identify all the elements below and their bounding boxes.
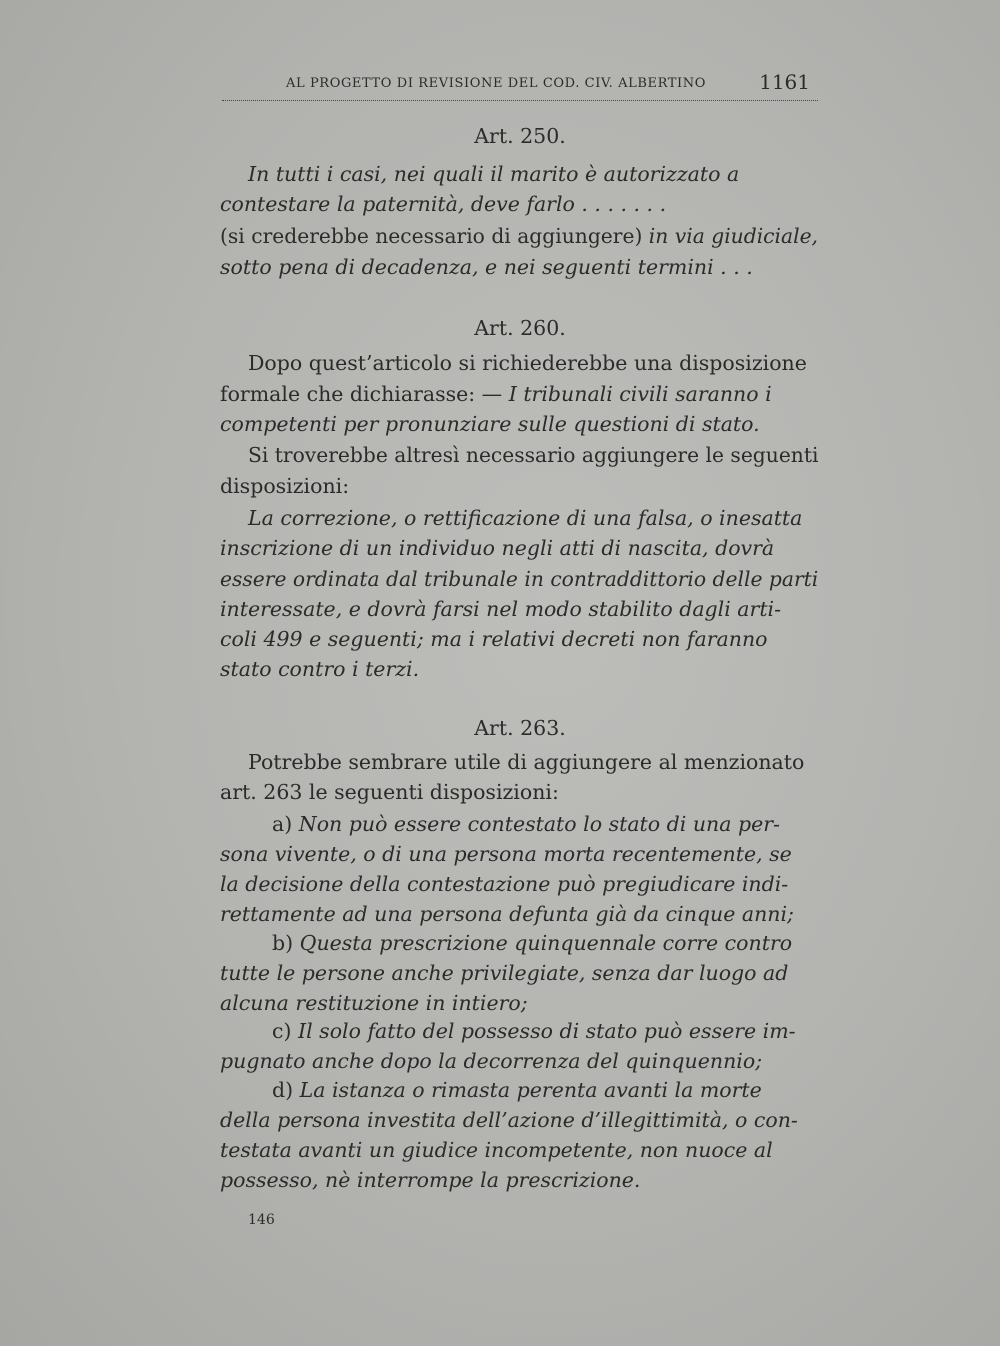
article-heading: Art. 250. <box>474 124 566 148</box>
list-marker: b) <box>272 931 300 955</box>
text-line <box>220 380 772 408</box>
text-line <box>272 1017 796 1045</box>
text-run-italic: Il solo fatto del possesso di stato può essere im- <box>298 1019 796 1043</box>
text-line: stato contro i terzi. <box>220 657 420 681</box>
text-line: tutte le persone anche privilegiate, senza dar luogo ad <box>220 961 789 985</box>
text-line: sona vivente, o di una persona morta recentemente, se <box>220 842 792 866</box>
text-line: Potrebbe sembrare utile di aggiungere al menzionato <box>248 750 805 774</box>
text-line <box>272 810 780 838</box>
text-line: testata avanti un giudice incompetente, non nuoce al <box>220 1138 773 1162</box>
list-marker: a) <box>272 812 299 836</box>
running-header-title: AL PROGETTO DI REVISIONE DEL COD. CIV. ALBERTINO <box>286 76 707 91</box>
text-run: (si crederebbe necessario di aggiungere) <box>220 224 649 248</box>
text-line: possesso, nè interrompe la prescrizione. <box>220 1168 641 1192</box>
text-run-italic: Questa prescrizione quinquennale corre contro <box>299 931 793 955</box>
text-run-italic: La istanza o rimasta perenta avanti la morte <box>299 1078 762 1102</box>
text-run-italic: in via giudiciale, <box>648 224 819 248</box>
page-number: 1161 <box>759 70 810 94</box>
text-line: pugnato anche dopo la decorrenza del quinquennio; <box>220 1049 763 1073</box>
text-line <box>272 1076 762 1104</box>
signature-mark: 146 <box>248 1212 275 1228</box>
text-line: Dopo quest’articolo si richiederebbe una disposizione <box>248 351 807 375</box>
text-line: coli 499 e seguenti; ma i relativi decreti non faranno <box>220 627 768 651</box>
running-header <box>222 70 818 100</box>
header-dotted-rule <box>222 100 818 101</box>
text-line: alcuna restituzione in intiero; <box>220 991 528 1015</box>
text-line <box>220 222 818 250</box>
list-marker: c) <box>272 1019 298 1043</box>
text-line: disposizioni: <box>220 474 350 498</box>
list-marker: d) <box>272 1078 300 1102</box>
text-run: formale che dichiarasse: — <box>220 382 509 406</box>
article-heading: Art. 263. <box>474 716 566 740</box>
text-line: competenti per pronunziare sulle questioni di stato. <box>220 412 760 436</box>
text-line: sotto pena di decadenza, e nei seguenti termini . . . <box>220 255 753 279</box>
text-line: Si troverebbe altresì necessario aggiungere le seguenti <box>248 443 819 467</box>
text-line: La correzione, o rettificazione di una falsa, o inesatta <box>248 506 803 530</box>
text-run-italic: I tribunali civili saranno i <box>508 382 772 406</box>
text-run-italic: Non può essere contestato lo stato di una per- <box>298 812 780 836</box>
text-line: interessate, e dovrà farsi nel modo stabilito dagli arti- <box>220 597 782 621</box>
text-line: la decisione della contestazione può pregiudicare indi- <box>220 872 789 896</box>
text-line: In tutti i casi, nei quali il marito è autorizzato a <box>248 162 740 186</box>
text-line: contestare la paternità, deve farlo . . . . . . . <box>220 192 667 216</box>
text-line: essere ordinata dal tribunale in contraddittorio delle parti <box>220 567 819 591</box>
text-line <box>272 929 792 957</box>
text-line: inscrizione di un individuo negli atti di nascita, dovrà <box>220 536 775 560</box>
text-line: art. 263 le seguenti disposizioni: <box>220 780 559 804</box>
text-line: della persona investita dell’azione d’illegittimità, o con- <box>220 1108 798 1132</box>
article-heading: Art. 260. <box>474 316 566 340</box>
text-line: rettamente ad una persona defunta già da cinque anni; <box>220 902 794 926</box>
